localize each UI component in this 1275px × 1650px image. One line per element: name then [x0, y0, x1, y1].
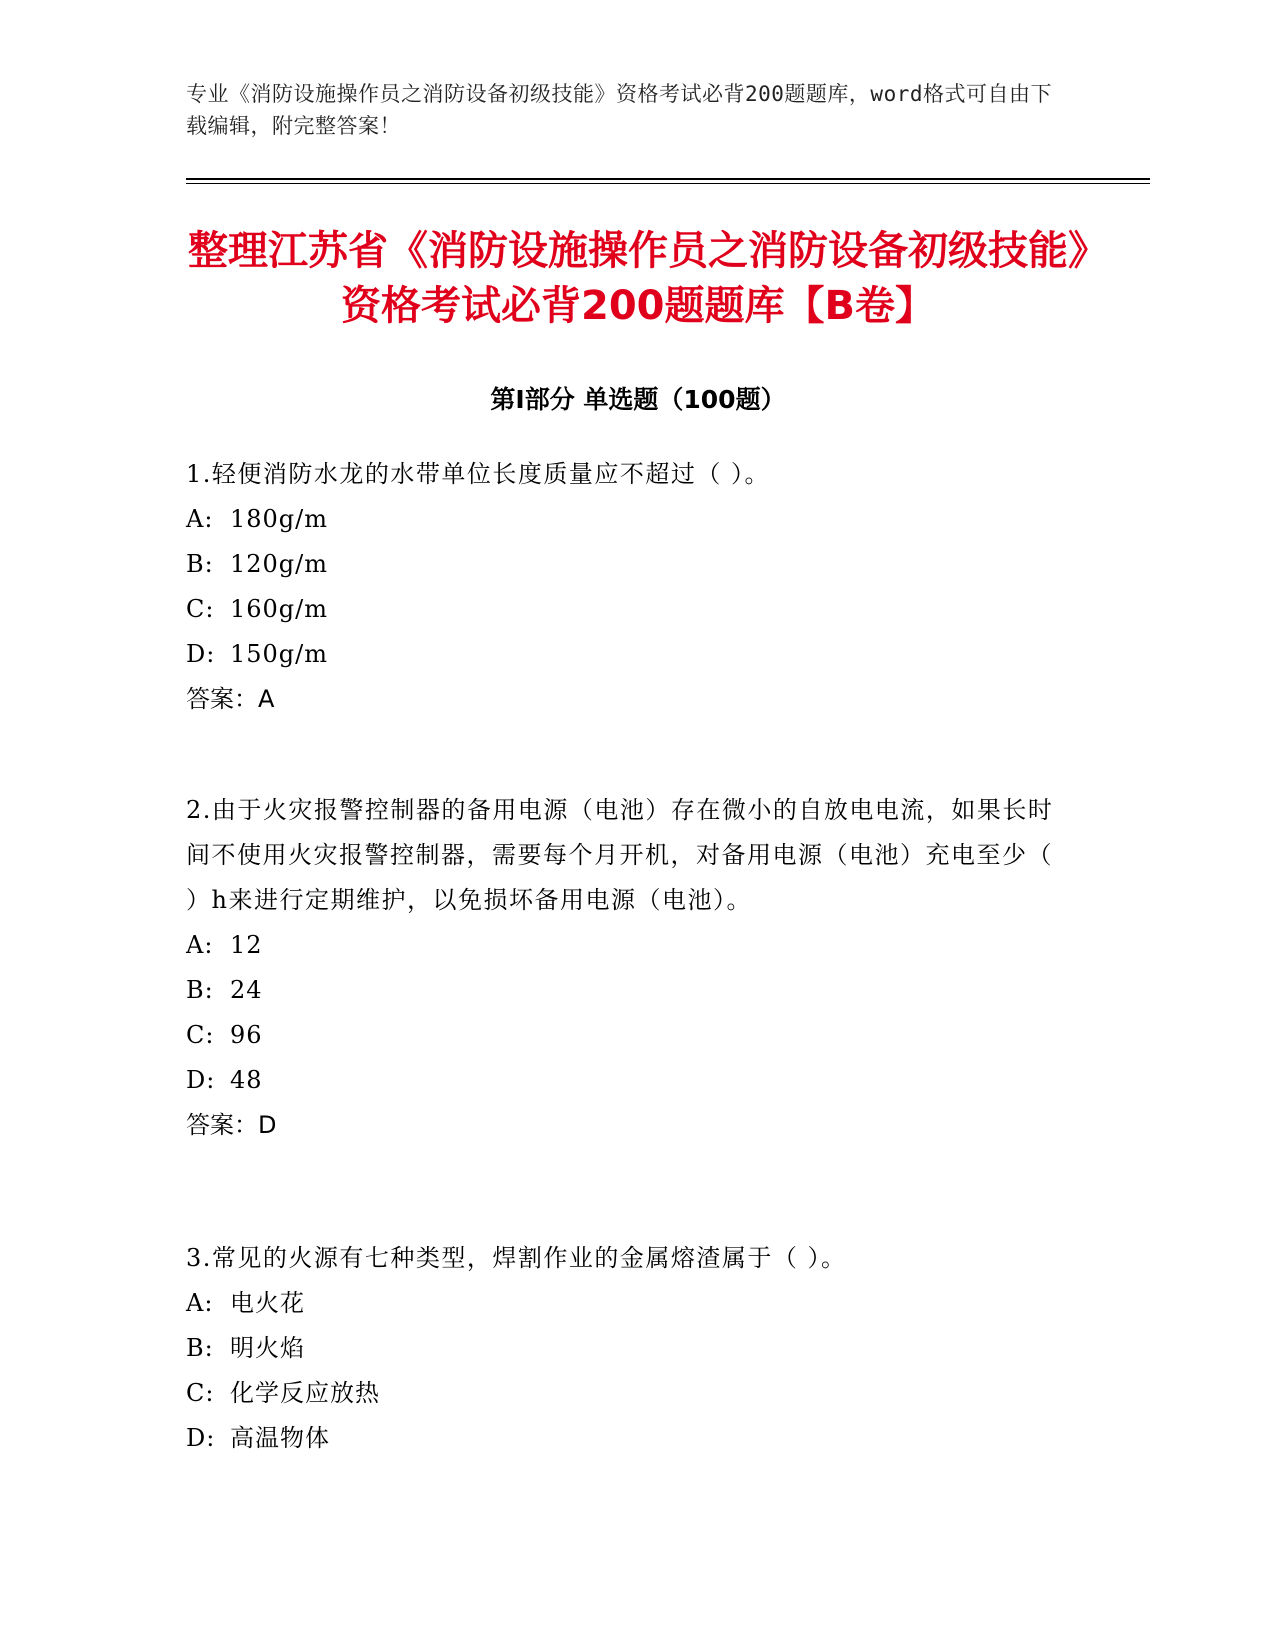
option-text: 12: [230, 931, 263, 959]
answer: 答案：D: [186, 1111, 277, 1139]
option-letter: B:: [186, 550, 214, 578]
header-rule-thin: [186, 183, 1150, 184]
option-d: [186, 1416, 1066, 1461]
option-text: 电火花: [230, 1289, 305, 1317]
option-d: [186, 632, 1066, 677]
option-letter: D:: [186, 640, 216, 668]
option-b: [186, 1326, 1066, 1371]
option-text: 160g/m: [230, 595, 329, 623]
option-b: [186, 542, 1066, 587]
answer: 答案：A: [186, 685, 275, 713]
question-2: [186, 788, 1066, 1148]
option-letter: A:: [186, 931, 214, 959]
header-note: 专业《消防设施操作员之消防设备初级技能》资格考试必背200题题库，word格式可自由下载编辑，附完整答案！: [186, 82, 1052, 138]
option-b: [186, 968, 1066, 1013]
option-text: 96: [230, 1021, 263, 1049]
option-c: [186, 1013, 1066, 1058]
option-letter: C:: [186, 1021, 215, 1049]
question-text: 2.由于火灾报警控制器的备用电源（电池）存在微小的自放电电流，如果长时间不使用火灾报警控制器，需要每个月开机，对备用电源（电池）充电至少（ ）h来进行定期维护，以免损坏备用电源（电池）。: [186, 796, 1054, 914]
document-title: 整理江苏省《消防设施操作员之消防设备初级技能》资格考试必背200题题库【B卷】: [188, 228, 1088, 329]
option-letter: C:: [186, 1379, 215, 1407]
option-text: 120g/m: [230, 550, 329, 578]
option-letter: B:: [186, 976, 214, 1004]
question-text: 1.轻便消防水龙的水带单位长度质量应不超过（ ）。: [186, 460, 771, 488]
question-1: [186, 452, 1066, 722]
option-text: 180g/m: [230, 505, 329, 533]
option-c: [186, 1371, 1066, 1416]
section-title: 第I部分 单选题（100题）: [490, 385, 786, 414]
question-text: 3.常见的火源有七种类型，焊割作业的金属熔渣属于（ ）。: [186, 1244, 847, 1272]
question-3: [186, 1236, 1066, 1461]
option-text: 高温物体: [230, 1424, 330, 1452]
option-a: [186, 1281, 1066, 1326]
option-letter: C:: [186, 595, 215, 623]
option-text: 150g/m: [230, 640, 329, 668]
option-letter: A:: [186, 505, 214, 533]
option-text: 24: [230, 976, 263, 1004]
option-letter: A:: [186, 1289, 214, 1317]
option-a: [186, 923, 1066, 968]
option-letter: D:: [186, 1066, 216, 1094]
option-letter: D:: [186, 1424, 216, 1452]
option-a: [186, 497, 1066, 542]
option-text: 化学反应放热: [230, 1379, 380, 1407]
option-text: 明火焰: [230, 1334, 305, 1362]
option-d: [186, 1058, 1066, 1103]
option-letter: B:: [186, 1334, 214, 1362]
option-c: [186, 587, 1066, 632]
header-rule-thick: [186, 178, 1150, 180]
option-text: 48: [230, 1066, 263, 1094]
